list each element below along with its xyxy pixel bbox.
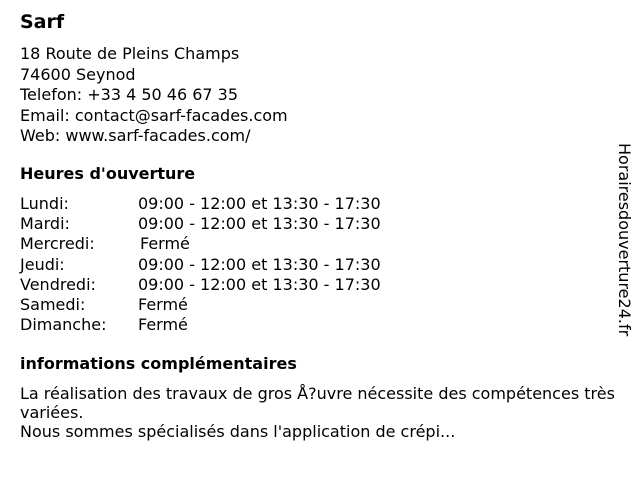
web-line: Web: www.sarf-facades.com/ (20, 126, 251, 145)
day-hours: Fermé (140, 234, 190, 254)
business-name: Sarf (20, 11, 65, 33)
day-label: Jeudi: (20, 254, 65, 274)
day-label: Lundi: (20, 194, 69, 213)
site-watermark (612, 135, 636, 345)
day-hours: 09:00 - 12:00 et 13:30 - 17:30 (138, 274, 381, 294)
hours-heading: Heures d'ouverture (20, 164, 196, 183)
day-label: Dimanche: (20, 315, 107, 335)
day-label: Vendredi: (20, 274, 96, 294)
day-hours: 09:00 - 12:00 et 13:30 - 17:30 (138, 214, 381, 234)
day-hours: Fermé (138, 294, 188, 314)
site-watermark-text: Horairesdouverture24.fr (615, 143, 634, 337)
address-street: 18 Route de Pleins Champs (20, 44, 240, 63)
day-label: Mardi: (20, 214, 70, 234)
email-line: Email: contact@sarf-facades.com (20, 105, 288, 125)
day-hours: 09:00 - 12:00 et 13:30 - 17:30 (138, 194, 381, 213)
day-label: Mercredi: (20, 234, 95, 254)
info-paragraph: Nous sommes spécialisés dans l'application de crépi... (20, 422, 456, 441)
day-hours: 09:00 - 12:00 et 13:30 - 17:30 (138, 254, 381, 274)
info-description (20, 384, 625, 441)
phone-line: Telefon: +33 4 50 46 67 35 (20, 85, 239, 104)
contact-block (20, 44, 288, 147)
day-hours: Fermé (138, 315, 188, 335)
address-city: 74600 Seynod (20, 64, 136, 84)
info-paragraph: La réalisation des travaux de gros Å?uvre nécessite des compétences très variées. (20, 384, 615, 422)
day-label: Samedi: (20, 294, 86, 314)
info-heading: informations complémentaires (20, 354, 297, 373)
